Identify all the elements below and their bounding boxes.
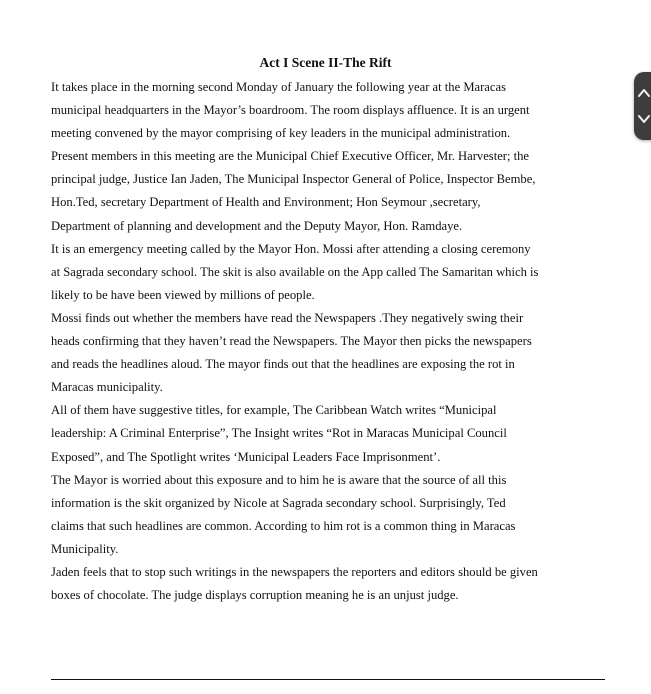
text-line: information is the skit organized by Nicole at Sagrada secondary school. Surprisingly, Ted (51, 495, 506, 510)
page-nav-widget[interactable] (634, 72, 651, 140)
page-bottom-rule (51, 679, 605, 680)
text-line: heads confirming that they haven’t read the Newspapers. The Mayor then picks the newspapers (51, 334, 532, 349)
text-line: Exposed”, and The Spotlight writes ‘Municipal Leaders Face Imprisonment’. (51, 449, 441, 464)
text-line: principal judge, Justice Ian Jaden, The Municipal Inspector General of Police, Inspector Bembe, (51, 172, 536, 187)
text-line: All of them have suggestive titles, for example, The Caribbean Watch writes “Municipal (51, 403, 497, 418)
text-line: likely to be have been viewed by millions of people. (51, 287, 315, 302)
text-line: Present members in this meeting are the Municipal Chief Executive Officer, Mr. Harvester; the (51, 149, 530, 164)
scene-body (51, 76, 609, 607)
text-line: at Sagrada secondary school. The skit is also available on the App called The Samaritan which is (51, 264, 539, 279)
text-line: Mossi finds out whether the members have read the Newspapers .They negatively swing their (51, 310, 524, 325)
scene-title: Act I Scene II-The Rift (259, 55, 392, 70)
text-line: Department of planning and development and the Deputy Mayor, Hon. Ramdaye. (51, 218, 463, 233)
text-line: leadership: A Criminal Enterprise”, The Insight writes “Rot in Maracas Municipal Council (51, 426, 507, 441)
text-line: Municipality. (51, 541, 119, 556)
text-line: claims that such headlines are common. According to him rot is a common thing in Maracas (51, 518, 516, 533)
text-line: It takes place in the morning second Monday of January the following year at the Maracas (51, 80, 506, 94)
text-line: meeting convened by the mayor comprising of key leaders in the municipal administration. (51, 126, 511, 141)
text-line: It is an emergency meeting called by the Mayor Hon. Mossi after attending a closing ceremony (51, 241, 531, 256)
text-line: boxes of chocolate. The judge displays corruption meaning he is an unjust judge. (51, 588, 459, 603)
text-line: Maracas municipality. (51, 380, 163, 395)
text-line: Hon.Ted, secretary Department of Health and Environment; Hon Seymour ,secretary, (51, 195, 481, 210)
text-line: and reads the headlines aloud. The mayor finds out that the headlines are exposing the rot in (51, 357, 515, 372)
text-line: municipal headquarters in the Mayor’s boardroom. The room displays affluence. It is an urgent (51, 103, 530, 118)
text-line: The Mayor is worried about this exposure and to him he is aware that the source of all this (51, 472, 507, 487)
text-line: Jaden feels that to stop such writings in the newspapers the reporters and editors should be given (51, 564, 538, 579)
